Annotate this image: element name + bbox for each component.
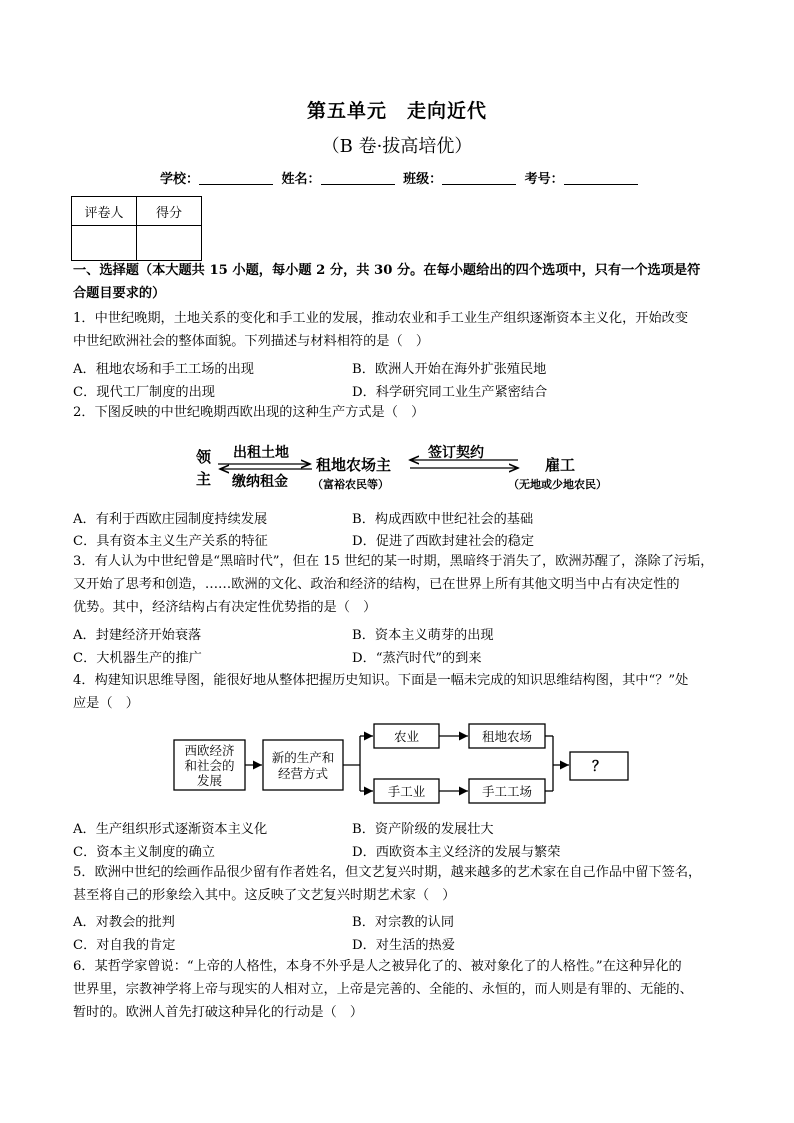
school-field[interactable] xyxy=(199,172,273,185)
q3-option-c[interactable]: C．大机器生产的推广 xyxy=(73,651,202,666)
school-label: 学校： xyxy=(160,172,200,187)
question-3-stem-cont2: 优势。其中，经济结构占有决定性优势指的是（ ） xyxy=(73,600,377,615)
unknown-label: ？ xyxy=(592,759,606,775)
q4-option-c[interactable]: C．资本主义制度的确立 xyxy=(73,845,215,860)
q5-option-b[interactable]: B．对宗教的认同 xyxy=(352,915,455,930)
q3-option-b[interactable]: B．资本主义萌芽的出现 xyxy=(352,628,494,643)
question-3-stem: 3．有人认为中世纪曾是“黑暗时代”，但在 15 世纪的某一时期，黑暗终于消失了，欧洲苏醒了，涤除了污垢， xyxy=(73,554,714,569)
q2-option-c[interactable]: C．具有资本主义生产关系的特征 xyxy=(73,534,268,549)
root-node-line2: 和社会的 xyxy=(184,758,235,773)
q3-option-d[interactable]: D．“蒸汽时代”的到来 xyxy=(352,651,482,666)
exam-number-label: 考号： xyxy=(524,172,564,187)
page-subtitle: （B 卷·拔高培优） xyxy=(321,136,473,157)
question-1-stem: 1．中世纪晚期，土地关系的变化和手工业的发展，推动农业和手工业生产组织逐渐资本主义化，开始改变 xyxy=(73,311,689,326)
name-field[interactable] xyxy=(321,172,395,185)
contract-label: 签订契约 xyxy=(428,445,484,461)
knowledge-mind-map xyxy=(165,718,640,810)
q1-option-b[interactable]: B．欧洲人开始在海外扩张殖民地 xyxy=(352,362,547,377)
score-cell[interactable] xyxy=(137,226,202,261)
worker-note: （无地或少地农民） xyxy=(508,478,607,491)
q2-option-d[interactable]: D．促进了西欧封建社会的稳定 xyxy=(352,534,535,549)
question-6-stem: 6．某哲学家曾说：“上帝的人格性，本身不外乎是人之被异化了的、被对象化了的人格性。”在这种异化的 xyxy=(73,959,682,974)
q5-option-a[interactable]: A．对教会的批判 xyxy=(73,915,175,930)
question-4-stem: 4．构建知识思维导图，能很好地从整体把握历史知识。下面是一幅未完成的知识思维结构图，其中“？”处 xyxy=(73,673,689,688)
q1-option-c[interactable]: C．现代工厂制度的出现 xyxy=(73,385,215,400)
class-label: 班级： xyxy=(403,172,443,187)
question-1-stem-cont: 中世纪欧洲社会的整体面貌。下列描述与材料相符的是（ ） xyxy=(73,334,430,349)
lord-label-top: 领 xyxy=(196,448,212,466)
q1-option-d[interactable]: D．科学研究同工业生产紧密结合 xyxy=(352,385,548,400)
question-3-stem-cont1: 又开始了思考和创造，……欧洲的文化、政治和经济的结构，已在世界上所有其他文明当中占有决定性的 xyxy=(73,577,680,592)
q4-option-a[interactable]: A．生产组织形式逐渐资本主义化 xyxy=(73,822,268,837)
root-node-line3: 发展 xyxy=(196,773,223,788)
q3-option-a[interactable]: A．封建经济开始衰落 xyxy=(73,628,202,643)
q4-option-d[interactable]: D．西欧资本主义经济的发展与繁荣 xyxy=(352,845,561,860)
section-header: 一、选择题（本大题共 15 小题，每小题 2 分，共 30 分。在每小题给出的四个选项中，只有一个选项是符 xyxy=(73,263,701,278)
question-5-stem-cont: 甚至将自己的形象绘入其中。这反映了文艺复兴时期艺术家（ ） xyxy=(73,888,456,903)
leased-farm-label: 租地农场 xyxy=(481,729,533,744)
q4-option-b[interactable]: B．资产阶级的发展壮大 xyxy=(352,822,494,837)
q2-option-b[interactable]: B．构成西欧中世纪社会的基础 xyxy=(352,512,534,527)
name-label: 姓名： xyxy=(281,172,321,187)
question-4-stem-cont: 应是（ ） xyxy=(73,696,139,711)
middle-node-line2: 经营方式 xyxy=(277,766,329,781)
farmer-note: （富裕农民等） xyxy=(312,478,389,491)
land-lease-diagram xyxy=(190,440,630,495)
pay-rent-label: 缴纳租金 xyxy=(232,474,288,490)
worker-label: 雇工 xyxy=(545,456,576,474)
question-5-stem: 5．欧洲中世纪的绘画作品很少留有作者姓名，但文艺复兴时期，越来越多的艺术家在自己作品中留下签名， xyxy=(73,865,702,880)
lord-label-bottom: 主 xyxy=(196,470,212,488)
question-6-stem-cont2: 暂时的。欧洲人首先打破这种异化的行动是（ ） xyxy=(73,1005,364,1020)
q2-option-a[interactable]: A．有利于西欧庄园制度持续发展 xyxy=(73,512,268,527)
grade-table xyxy=(71,196,202,261)
student-info-row xyxy=(160,168,642,187)
q1-option-a[interactable]: A．租地农场和手工工场的出现 xyxy=(73,362,254,377)
rent-out-label: 出租土地 xyxy=(233,445,289,461)
middle-node-line1: 新的生产和 xyxy=(271,750,335,765)
exam-number-field[interactable] xyxy=(564,172,638,185)
section-header-cont: 合题目要求的） xyxy=(73,286,166,301)
grader-cell[interactable] xyxy=(72,226,137,261)
question-6-stem-cont1: 世界里，宗教神学将上帝与现实的人相对立，上帝是完善的、全能的、永恒的，而人则是有罪的、无能的、 xyxy=(73,982,693,997)
agriculture-label: 农业 xyxy=(393,729,420,744)
score-header: 得分 xyxy=(137,197,202,226)
middle-node xyxy=(263,740,343,790)
root-node-line1: 西欧经济 xyxy=(184,743,235,758)
class-field[interactable] xyxy=(442,172,516,185)
question-2-stem: 2．下图反映的中世纪晚期西欧出现的这种生产方式是（ ） xyxy=(73,405,425,420)
q5-option-c[interactable]: C．对自我的肯定 xyxy=(73,938,176,953)
q5-option-d[interactable]: D．对生活的热爱 xyxy=(352,938,455,953)
page-title: 第五单元 走向近代 xyxy=(306,100,487,122)
farmer-label: 租地农场主 xyxy=(316,456,392,474)
grader-header: 评卷人 xyxy=(72,197,137,226)
workshop-label: 手工工场 xyxy=(481,784,533,799)
handicraft-label: 手工业 xyxy=(387,784,426,799)
